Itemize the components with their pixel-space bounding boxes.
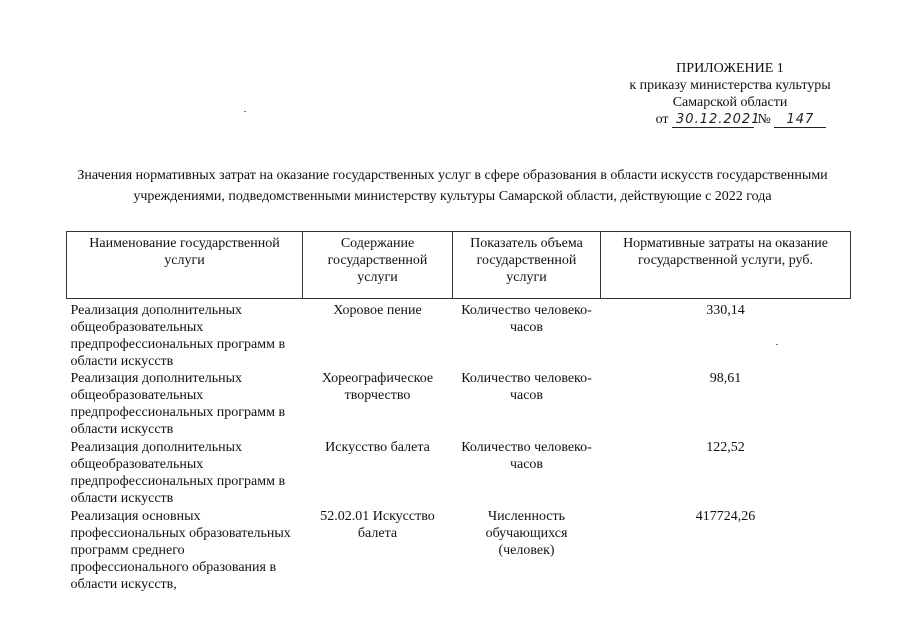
appendix-order-ref: к приказу министерства культуры <box>629 78 831 93</box>
table-row <box>67 508 851 598</box>
cell-service-name: Реализация дополнительных общеобразовательных предпрофессиональных программ в области искусств <box>70 303 286 369</box>
document-title: Значения нормативных затрат на оказание государственных услуг в сфере образования в области искусств государственными учреждениями, подведомственными министерству культуры Самарской области, действующие с 2022 года <box>77 168 828 204</box>
date-prefix: от <box>655 112 669 127</box>
table-row <box>67 370 851 439</box>
handwritten-number: 147 <box>774 113 826 128</box>
cell-volume-indicator: Количество человеко-часов <box>461 303 592 335</box>
appendix-title: ПРИЛОЖЕНИЕ 1 <box>676 61 784 76</box>
cell-service-name: Реализация основных профессиональных образовательных программ среднего профессионального образования в области искусств, <box>70 509 291 592</box>
header-service-content: Содержание государственной услуги <box>303 232 453 299</box>
table-header-row <box>67 232 851 299</box>
cell-normative-cost: 330,14 <box>706 303 745 318</box>
cell-normative-cost: 417724,26 <box>695 509 756 524</box>
cell-volume-indicator: Количество человеко-часов <box>461 371 592 403</box>
scan-speck <box>244 111 246 112</box>
scan-speck <box>776 344 778 345</box>
cell-service-content: Хореографическое творчество <box>321 371 434 403</box>
cell-volume-indicator: Количество человеко-часов <box>461 440 592 472</box>
appendix-region: Самарской области <box>672 95 788 110</box>
number-sign: № <box>757 112 771 127</box>
appendix-date-line <box>622 111 860 128</box>
cell-service-name: Реализация дополнительных общеобразовательных предпрофессиональных программ в области искусств <box>70 371 286 437</box>
cell-service-content: Искусство балета <box>325 440 430 455</box>
cell-volume-indicator: Численность обучающихся (человек) <box>485 509 568 558</box>
cell-normative-cost: 98,61 <box>709 371 742 386</box>
handwritten-date: 30.12.2021 <box>672 113 754 128</box>
header-normative-costs: Нормативные затраты на оказание государственной услуги, руб. <box>601 232 851 299</box>
header-volume-indicator: Показатель объема государственной услуги <box>453 232 601 299</box>
cell-normative-cost: 122,52 <box>706 440 745 455</box>
table-row <box>67 439 851 508</box>
cell-service-content: 52.02.01 Искусство балета <box>320 509 435 541</box>
norm-costs-table <box>66 231 851 598</box>
table-row <box>67 299 851 371</box>
cell-service-name: Реализация дополнительных общеобразовательных предпрофессиональных программ в области искусств <box>70 440 286 506</box>
cell-service-content: Хоровое пение <box>333 303 422 318</box>
header-service-name: Наименование государственной услуги <box>67 232 303 299</box>
appendix-block <box>600 60 860 128</box>
